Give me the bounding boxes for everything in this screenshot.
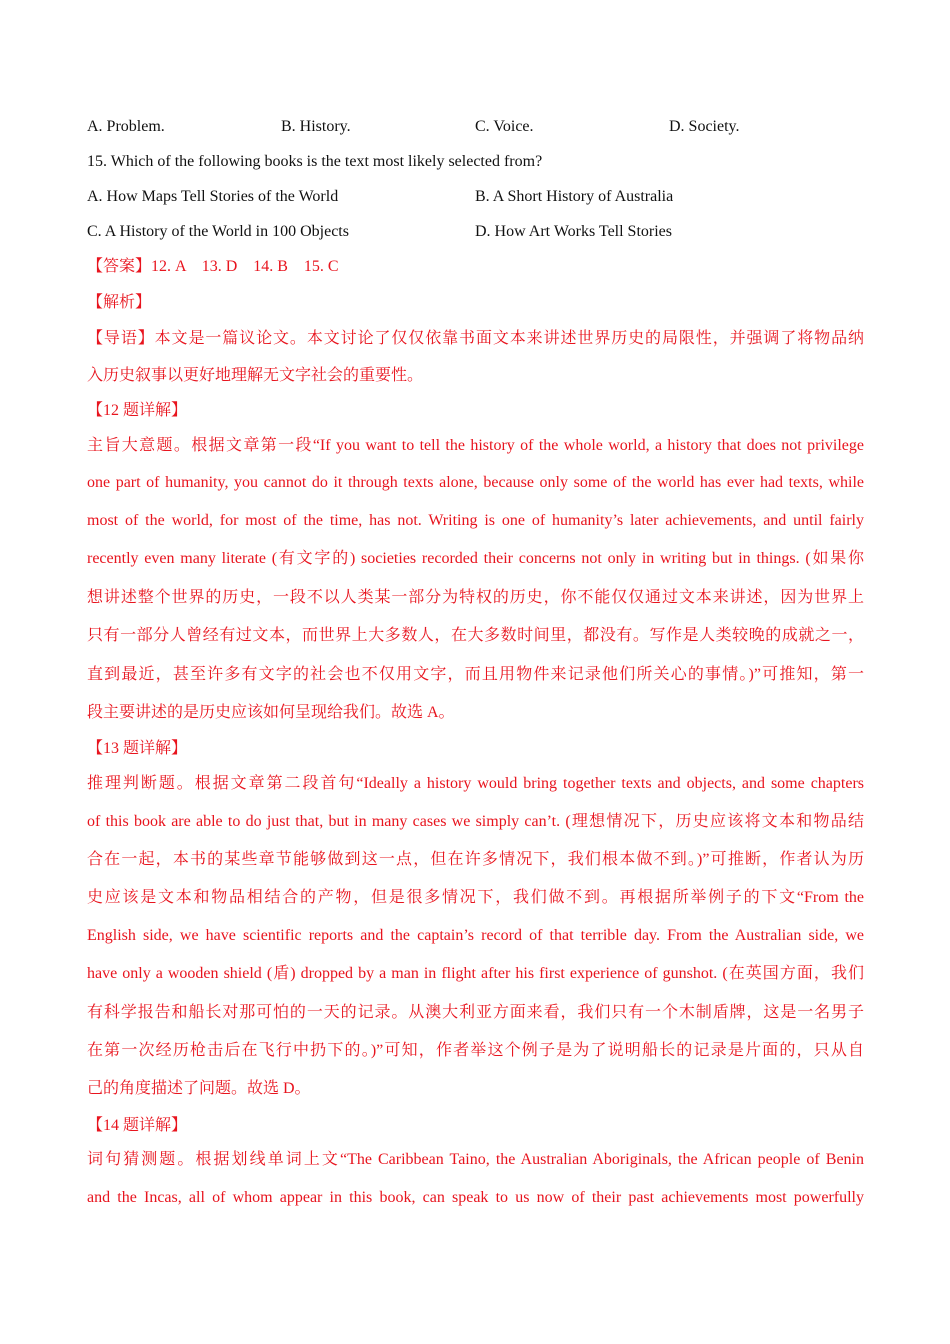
q14-line: 词句猜测题。根据划线单词上文“The Caribbean Taino, the Australian Aboriginals, the African people of Benin — [87, 1151, 864, 1168]
q12-line: most of the world, for most of the time, has not. Writing is one of humanity’s later achievements, and until fairly — [87, 512, 864, 529]
q14-option-d: D. Society. — [669, 118, 740, 135]
analysis-label: 【解析】 — [87, 294, 152, 311]
q14-heading: 【14 题详解】 — [87, 1117, 188, 1134]
answer-values: 12. A 13. D 14. B 15. C — [151, 258, 339, 275]
q13-line: 合在一起，本书的某些章节能够做到这一点，但在许多情况下，我们根本做不到。)”可推断，作者认为历 — [87, 851, 864, 868]
intro-line: 【导语】本文是一篇议论文。本文讨论了仅仅依靠书面文本来讲述世界历史的局限性，并强调了将物品纳 — [87, 330, 864, 347]
q12-line: recently even many literate (有文字的) societies recorded their concerns not only in writing but in things. (如果你 — [87, 550, 864, 567]
q12-line: one part of humanity, you cannot do it through texts alone, because only some of the world has ever had texts, while — [87, 474, 864, 491]
q15-question: 15. Which of the following books is the text most likely selected from? — [87, 153, 543, 170]
q14-option-a: A. Problem. — [87, 118, 165, 135]
answer-label: 【答案】 — [87, 258, 152, 275]
q13-line: 己的角度描述了问题。故选 D。 — [87, 1080, 311, 1097]
q14-option-b: B. History. — [281, 118, 351, 135]
q13-line: English side, we have scientific reports and the captain’s record of that terrible day. From the Australian side, we — [87, 927, 864, 944]
q15-option-c: C. A History of the World in 100 Objects — [87, 223, 349, 240]
q13-line: 史应该是文本和物品相结合的产物，但是很多情况下，我们做不到。再根据所举例子的下文“From the — [87, 889, 864, 906]
q14-line: and the Incas, all of whom appear in this book, can speak to us now of their past achievements most powerfully — [87, 1189, 864, 1206]
q12-line: 主旨大意题。根据文章第一段“If you want to tell the history of the whole world, a history that does not privilege — [87, 437, 864, 454]
q15-option-a: A. How Maps Tell Stories of the World — [87, 188, 339, 205]
q12-line: 直到最近，甚至许多有文字的社会也不仅用文字，而且用物件来记录他们所关心的事情。)”可推知，第一 — [87, 666, 864, 683]
q13-heading: 【13 题详解】 — [87, 740, 188, 757]
q13-line: 在第一次经历枪击后在飞行中扔下的。)”可知，作者举这个例子是为了说明船长的记录是片面的，只从自 — [87, 1042, 864, 1059]
q13-line: have only a wooden shield (盾) dropped by a man in flight after his first experience of gunshot. (在英国方面，我们 — [87, 965, 864, 982]
answer-line — [87, 257, 864, 277]
q13-line: 推理判断题。根据文章第二段首句“Ideally a history would bring together texts and objects, and some chapters — [87, 775, 864, 792]
q14-option-c: C. Voice. — [475, 118, 534, 135]
q15-option-b: B. A Short History of Australia — [475, 188, 674, 205]
q12-line: 只有一部分人曾经有过文本，而世界上大多数人，在大多数时间里，都没有。写作是人类较晚的成就之一， — [87, 627, 864, 644]
q13-line: of this book are able to do just that, but in many cases we simply can’t. (理想情况下，历史应该将文本和物品结 — [87, 813, 864, 830]
q15-option-d: D. How Art Works Tell Stories — [475, 223, 672, 240]
q12-heading: 【12 题详解】 — [87, 402, 188, 419]
q13-line: 有科学报告和船长对那可怕的一天的记录。从澳大利亚方面来看，我们只有一个木制盾牌，这是一名男子 — [87, 1004, 864, 1021]
intro-line: 入历史叙事以更好地理解无文字社会的重要性。 — [87, 367, 424, 384]
q12-line: 段主要讲述的是历史应该如何呈现给我们。故选 A。 — [87, 704, 455, 721]
q12-line: 想讲述整个世界的历史，一段不以人类某一部分为特权的历史，你不能仅仅通过文本来讲述，因为世界上 — [87, 589, 864, 606]
